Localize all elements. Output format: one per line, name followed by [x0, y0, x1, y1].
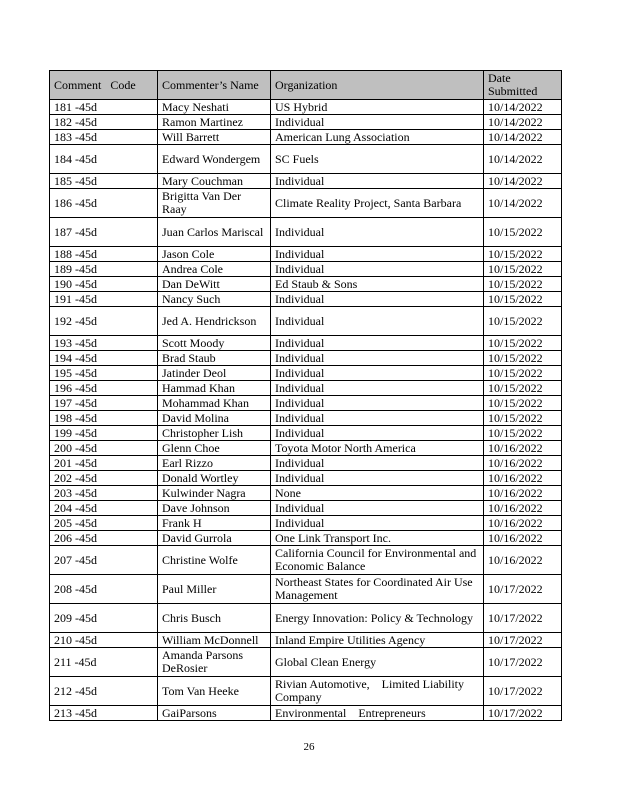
table-row	[50, 381, 562, 396]
table-row	[50, 130, 562, 145]
comment-code: 200 -45d	[50, 441, 158, 456]
commenter-name: Earl Rizzo	[158, 456, 271, 471]
table-row	[50, 247, 562, 262]
date-submitted: 10/16/2022	[484, 441, 562, 456]
date-submitted: 10/14/2022	[484, 100, 562, 115]
table-row	[50, 501, 562, 516]
organization: Climate Reality Project, Santa Barbara	[271, 189, 484, 218]
date-submitted: 10/16/2022	[484, 471, 562, 486]
organization: Individual	[271, 174, 484, 189]
organization: Individual	[271, 501, 484, 516]
commenter-name: Kulwinder Nagra	[158, 486, 271, 501]
table-row	[50, 218, 562, 247]
table-row	[50, 516, 562, 531]
commenter-name: Edward Wondergem	[158, 145, 271, 174]
table-row	[50, 115, 562, 130]
date-submitted: 10/14/2022	[484, 145, 562, 174]
header-comment-code: Comment Code	[50, 71, 158, 100]
organization: Individual	[271, 307, 484, 336]
date-submitted: 10/16/2022	[484, 531, 562, 546]
comment-code: 199 -45d	[50, 426, 158, 441]
table-row	[50, 307, 562, 336]
commenter-name: Scott Moody	[158, 336, 271, 351]
comment-code: 208 -45d	[50, 575, 158, 604]
table-row	[50, 396, 562, 411]
table-row	[50, 648, 562, 677]
commenter-name: Hammad Khan	[158, 381, 271, 396]
date-submitted: 10/14/2022	[484, 174, 562, 189]
table-row	[50, 531, 562, 546]
date-submitted: 10/15/2022	[484, 426, 562, 441]
date-submitted: 10/15/2022	[484, 218, 562, 247]
organization: Individual	[271, 366, 484, 381]
comments-table	[49, 70, 562, 721]
date-submitted: 10/15/2022	[484, 247, 562, 262]
organization: Individual	[271, 292, 484, 307]
organization: Individual	[271, 411, 484, 426]
comment-code: 195 -45d	[50, 366, 158, 381]
date-submitted: 10/17/2022	[484, 575, 562, 604]
table-row	[50, 262, 562, 277]
table-row	[50, 189, 562, 218]
date-submitted: 10/14/2022	[484, 130, 562, 145]
table-row	[50, 145, 562, 174]
comment-code: 198 -45d	[50, 411, 158, 426]
organization: US Hybrid	[271, 100, 484, 115]
date-submitted: 10/14/2022	[484, 115, 562, 130]
organization: Toyota Motor North America	[271, 441, 484, 456]
commenter-name: David Molina	[158, 411, 271, 426]
comment-code: 193 -45d	[50, 336, 158, 351]
date-submitted: 10/15/2022	[484, 292, 562, 307]
commenter-name: Chris Busch	[158, 604, 271, 633]
date-submitted: 10/17/2022	[484, 633, 562, 648]
organization: Individual	[271, 336, 484, 351]
comment-code: 188 -45d	[50, 247, 158, 262]
commenter-name: Tom Van Heeke	[158, 677, 271, 706]
commenter-name: GaiParsons	[158, 706, 271, 721]
organization: Individual	[271, 516, 484, 531]
commenter-name: Will Barrett	[158, 130, 271, 145]
date-submitted: 10/15/2022	[484, 411, 562, 426]
organization: Individual	[271, 381, 484, 396]
commenter-name: Mohammad Khan	[158, 396, 271, 411]
date-submitted: 10/15/2022	[484, 351, 562, 366]
commenter-name: Amanda Parsons DeRosier	[158, 648, 271, 677]
table-row	[50, 677, 562, 706]
header-date-submitted: Date Submitted	[484, 71, 562, 100]
page-number: 26	[303, 741, 315, 753]
organization: Individual	[271, 396, 484, 411]
table-row	[50, 604, 562, 633]
comment-code: 189 -45d	[50, 262, 158, 277]
date-submitted: 10/17/2022	[484, 677, 562, 706]
commenter-name: Brigitta Van Der Raay	[158, 189, 271, 218]
commenter-name: Andrea Cole	[158, 262, 271, 277]
commenter-name: Brad Staub	[158, 351, 271, 366]
commenter-name: Donald Wortley	[158, 471, 271, 486]
table-row	[50, 471, 562, 486]
date-submitted: 10/16/2022	[484, 546, 562, 575]
table-row	[50, 351, 562, 366]
comment-code: 192 -45d	[50, 307, 158, 336]
table-row	[50, 575, 562, 604]
header-commenter-name: Commenter’s Name	[158, 71, 271, 100]
organization: None	[271, 486, 484, 501]
date-submitted: 10/14/2022	[484, 189, 562, 218]
commenter-name: William McDonnell	[158, 633, 271, 648]
commenter-name: Paul Miller	[158, 575, 271, 604]
commenter-name: David Gurrola	[158, 531, 271, 546]
commenter-name: Juan Carlos Mariscal	[158, 218, 271, 247]
date-submitted: 10/17/2022	[484, 648, 562, 677]
organization: Individual	[271, 471, 484, 486]
date-submitted: 10/17/2022	[484, 604, 562, 633]
date-submitted: 10/16/2022	[484, 486, 562, 501]
date-submitted: 10/16/2022	[484, 501, 562, 516]
table-row	[50, 546, 562, 575]
date-submitted: 10/15/2022	[484, 336, 562, 351]
organization: Energy Innovation: Policy & Technology	[271, 604, 484, 633]
commenter-name: Christopher Lish	[158, 426, 271, 441]
date-submitted: 10/17/2022	[484, 706, 562, 721]
date-submitted: 10/15/2022	[484, 307, 562, 336]
date-submitted: 10/16/2022	[484, 456, 562, 471]
organization: Individual	[271, 351, 484, 366]
organization: Ed Staub & Sons	[271, 277, 484, 292]
commenter-name: Mary Couchman	[158, 174, 271, 189]
table-row	[50, 633, 562, 648]
comment-code: 206 -45d	[50, 531, 158, 546]
commenter-name: Nancy Such	[158, 292, 271, 307]
table-row	[50, 292, 562, 307]
commenter-name: Dan DeWitt	[158, 277, 271, 292]
table-row	[50, 456, 562, 471]
comment-code: 186 -45d	[50, 189, 158, 218]
comment-code: 184 -45d	[50, 145, 158, 174]
comment-code: 196 -45d	[50, 381, 158, 396]
comment-code: 187 -45d	[50, 218, 158, 247]
table-row	[50, 706, 562, 721]
date-submitted: 10/15/2022	[484, 366, 562, 381]
commenter-name: Ramon Martinez	[158, 115, 271, 130]
comment-code: 182 -45d	[50, 115, 158, 130]
comment-code: 205 -45d	[50, 516, 158, 531]
table-header-row	[50, 71, 562, 100]
comment-code: 211 -45d	[50, 648, 158, 677]
commenter-name: Jatinder Deol	[158, 366, 271, 381]
organization: Northeast States for Coordinated Air Use Management	[271, 575, 484, 604]
organization: Inland Empire Utilities Agency	[271, 633, 484, 648]
comment-code: 201 -45d	[50, 456, 158, 471]
organization: Individual	[271, 115, 484, 130]
date-submitted: 10/15/2022	[484, 396, 562, 411]
organization: Individual	[271, 456, 484, 471]
commenter-name: Jason Cole	[158, 247, 271, 262]
comment-code: 194 -45d	[50, 351, 158, 366]
comment-code: 197 -45d	[50, 396, 158, 411]
header-organization: Organization	[271, 71, 484, 100]
table-row	[50, 426, 562, 441]
table-row	[50, 411, 562, 426]
comment-code: 210 -45d	[50, 633, 158, 648]
organization: Environmental Entrepreneurs	[271, 706, 484, 721]
table-row	[50, 174, 562, 189]
comment-code: 181 -45d	[50, 100, 158, 115]
organization: Rivian Automotive, Limited Liability Company	[271, 677, 484, 706]
organization: One Link Transport Inc.	[271, 531, 484, 546]
organization: SC Fuels	[271, 145, 484, 174]
commenter-name: Christine Wolfe	[158, 546, 271, 575]
organization: Global Clean Energy	[271, 648, 484, 677]
organization: California Council for Environmental and Economic Balance	[271, 546, 484, 575]
date-submitted: 10/15/2022	[484, 277, 562, 292]
table-row	[50, 486, 562, 501]
date-submitted: 10/16/2022	[484, 516, 562, 531]
commenter-name: Glenn Choe	[158, 441, 271, 456]
organization: Individual	[271, 262, 484, 277]
commenter-name: Macy Neshati	[158, 100, 271, 115]
organization: American Lung Association	[271, 130, 484, 145]
organization: Individual	[271, 426, 484, 441]
table-row	[50, 100, 562, 115]
commenter-name: Jed A. Hendrickson	[158, 307, 271, 336]
date-submitted: 10/15/2022	[484, 262, 562, 277]
table-row	[50, 441, 562, 456]
comment-code: 213 -45d	[50, 706, 158, 721]
comment-code: 185 -45d	[50, 174, 158, 189]
comment-code: 204 -45d	[50, 501, 158, 516]
comment-code: 207 -45d	[50, 546, 158, 575]
date-submitted: 10/15/2022	[484, 381, 562, 396]
comment-code: 203 -45d	[50, 486, 158, 501]
comment-code: 212 -45d	[50, 677, 158, 706]
commenter-name: Dave Johnson	[158, 501, 271, 516]
commenter-name: Frank H	[158, 516, 271, 531]
comment-code: 202 -45d	[50, 471, 158, 486]
table-row	[50, 277, 562, 292]
comment-code: 191 -45d	[50, 292, 158, 307]
organization: Individual	[271, 218, 484, 247]
comment-code: 209 -45d	[50, 604, 158, 633]
organization: Individual	[271, 247, 484, 262]
table-row	[50, 336, 562, 351]
comment-code: 183 -45d	[50, 130, 158, 145]
comment-code: 190 -45d	[50, 277, 158, 292]
table-row	[50, 366, 562, 381]
